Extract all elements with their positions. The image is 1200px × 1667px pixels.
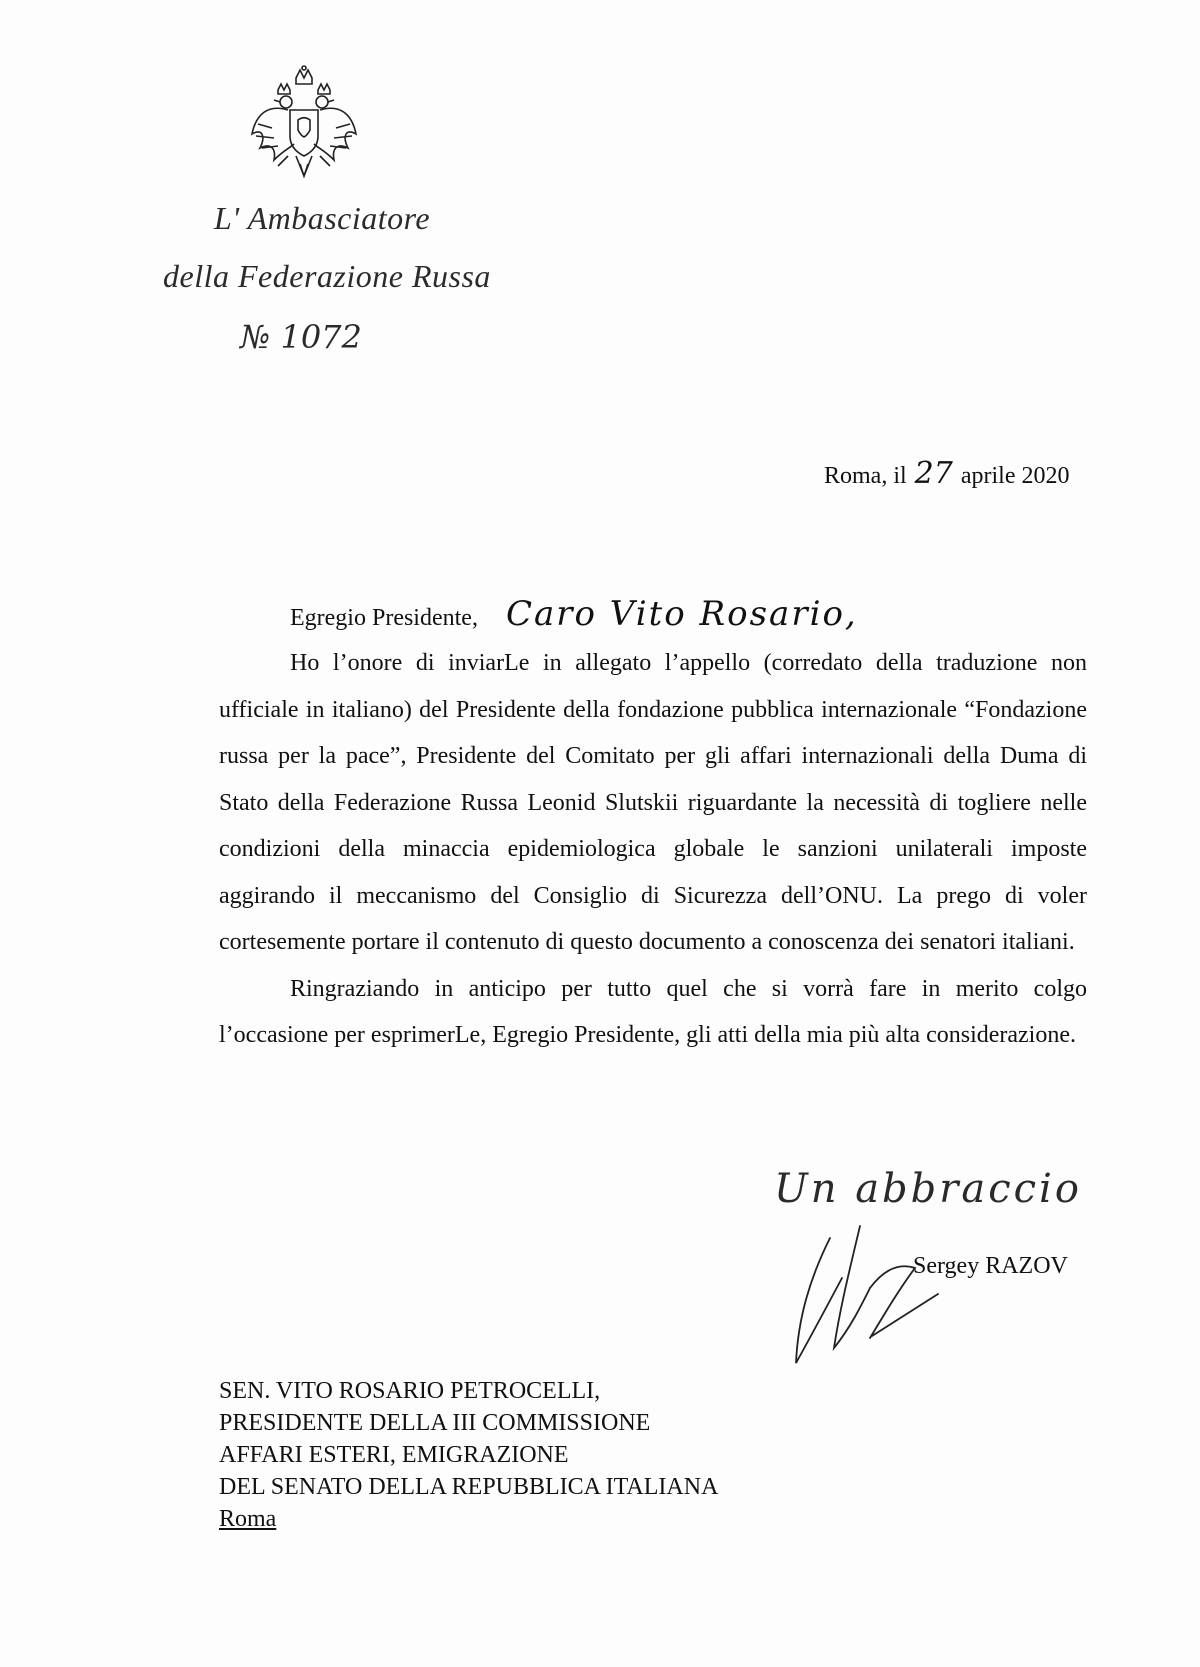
handwritten-signature [790, 1218, 940, 1373]
signatory-name: Sergey RAZOV [913, 1253, 1068, 1279]
body-paragraph-2: Ringraziando in anticipo per tutto quel che si vorrà fare in merito colgo l’occasione per esprimerLe, Egregio Presidente, gli atti della mia più alta considerazione. [219, 975, 1087, 1048]
letterhead-title-line1: L' Ambasciatore [214, 200, 431, 236]
addressee-city: Roma [219, 1506, 277, 1532]
greeting-handwritten: Caro Vito Rosario, [505, 594, 858, 634]
date-suffix: aprile 2020 [960, 463, 1070, 489]
greeting [290, 594, 858, 634]
body-paragraph-1: Ho l’onore di inviarLe in allegato l’appello (corredato della traduzione non ufficiale in italiano) del Presidente della fondazione pubblica internazionale “Fondazione russa per la pace”, Presidente del Comitato per gli affari internazionali della Duma di Stato della Federazione Russa Leonid Slutskii riguardante la necessità di togliere nelle condizioni della minaccia epidemiologica globale le sanzioni unilaterali imposte aggirando il meccanismo del Consiglio di Sicurezza dell’ONU. La prego di voler cortesemente portare il contenuto di questo documento a conoscenza dei senatori italiani. [219, 650, 1087, 955]
addressee-line-4: DEL SENATO DELLA REPUBBLICA ITALIANA [219, 1474, 719, 1500]
date-day-handwritten: 27 [914, 456, 953, 491]
closing-handwritten: Un abbraccio [774, 1166, 1082, 1212]
protocol-number: № 1072 [240, 318, 362, 356]
addressee-line-1: SEN. VITO ROSARIO PETROCELLI, [219, 1378, 601, 1404]
letterhead-title-line2: della Federazione Russa [163, 258, 491, 294]
date-prefix: Roma, il [824, 463, 907, 489]
greeting-printed: Egregio Presidente, [290, 605, 478, 631]
addressee-block [219, 1375, 718, 1535]
russian-eagle-emblem [248, 64, 360, 182]
addressee-line-2: PRESIDENTE DELLA III COMMISSIONE [219, 1410, 651, 1436]
addressee-line-3: AFFARI ESTERI, EMIGRAZIONE [219, 1442, 569, 1468]
letter-date [824, 456, 1070, 491]
letter-body [219, 640, 1087, 1059]
